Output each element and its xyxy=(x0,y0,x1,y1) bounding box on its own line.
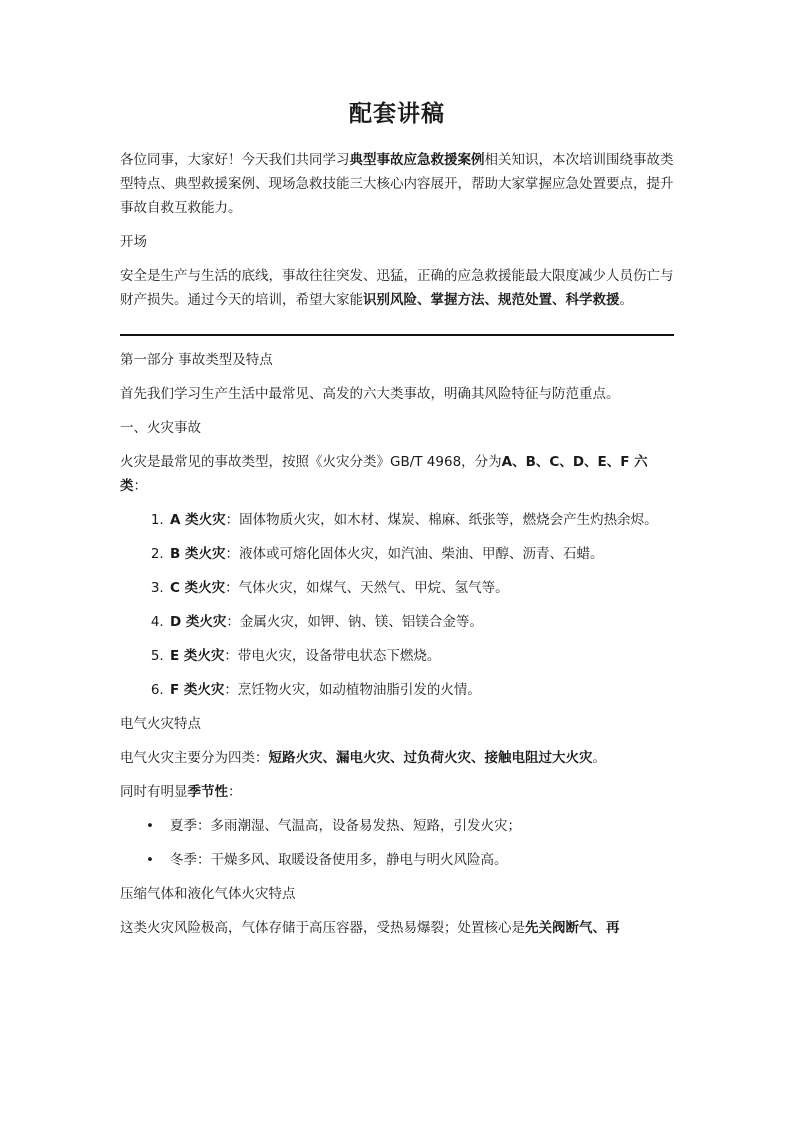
list-item: 2. B 类火灾：液体或可熔化固体火灾，如汽油、柴油、甲醇、沥青、石蜡。 xyxy=(168,542,674,566)
list-item: • 夏季：多雨潮湿、气温高，设备易发热、短路，引发火灾； xyxy=(168,814,674,838)
list-item: • 冬季：干燥多风、取暖设备使用多，静电与明火风险高。 xyxy=(168,848,674,872)
opening-heading: 开场 xyxy=(120,234,147,250)
part1-intro: 首先我们学习生产生活中最常见、高发的六大类事故，明确其风险特征与防范重点。 xyxy=(120,386,620,402)
fire-class-label: D 类火灾 xyxy=(170,614,227,630)
document-page xyxy=(120,95,674,950)
part1-heading: 第一部分 事故类型及特点 xyxy=(120,352,273,368)
fire-class-label: C 类火灾 xyxy=(170,580,226,596)
electrical-heading: 电气火灾特点 xyxy=(120,716,201,732)
electrical-types: 电气火灾主要分为四类：短路火灾、漏电火灾、过负荷火灾、接触电阻过大火灾。 xyxy=(120,750,606,766)
season-list xyxy=(120,814,674,872)
list-item: 3. C 类火灾：气体火灾，如煤气、天然气、甲烷、氢气等。 xyxy=(168,576,674,600)
intro-paragraph: 各位同事，大家好！今天我们共同学习典型事故应急救援案例相关知识，本次培训围绕事故类型特点、典型救援案例、现场急救技能三大核心内容展开，帮助大家掌握应急处置要点，提升事故自救互救能力。 xyxy=(120,152,674,216)
list-item: 6. F 类火灾：烹饪物火灾，如动植物油脂引发的火情。 xyxy=(168,678,674,702)
seasonality-emphasis: 季节性 xyxy=(187,784,228,800)
opening-paragraph: 安全是生产与生活的底线，事故往往突发、迅猛，正确的应急救援能最大限度减少人员伤亡与财产损失。通过今天的培训，希望大家能识别风险、掌握方法、规范处置、科学救援。 xyxy=(120,268,674,308)
fire-class-label: F 类火灾 xyxy=(170,682,225,698)
list-item: 5. E 类火灾：带电火灾，设备带电状态下燃烧。 xyxy=(168,644,674,668)
intro-emphasis: 典型事故应急救援案例 xyxy=(349,152,485,168)
bullet-icon: • xyxy=(146,818,154,834)
gas-emphasis: 先关阀断气、再 xyxy=(525,920,620,936)
fire-classes-emphasis: A、B、C、D、E、F 六类 xyxy=(120,454,648,494)
section-divider xyxy=(120,334,674,336)
list-item: 1. A 类火灾：固体物质火灾，如木材、煤炭、棉麻、纸张等，燃烧会产生灼热余烬。 xyxy=(168,508,674,532)
fire-intro: 火灾是最常见的事故类型，按照《火灾分类》GB/T 4968，分为A、B、C、D、E、F 六类： xyxy=(120,454,648,494)
page-title: 配套讲稿 xyxy=(349,101,445,127)
electrical-types-emphasis: 短路火灾、漏电火灾、过负荷火灾、接触电阻过大火灾 xyxy=(268,750,593,766)
fire-class-label: B 类火灾 xyxy=(170,546,226,562)
bullet-icon: • xyxy=(146,852,154,868)
fire-class-list xyxy=(120,508,674,702)
gas-paragraph: 这类火灾风险极高，气体存储于高压容器，受热易爆裂；处置核心是先关阀断气、再 xyxy=(120,920,620,936)
fire-class-label: A 类火灾 xyxy=(170,512,226,528)
list-item: 4. D 类火灾：金属火灾，如钾、钠、镁、铝镁合金等。 xyxy=(168,610,674,634)
opening-emphasis: 识别风险、掌握方法、规范处置、科学救援 xyxy=(363,292,620,308)
gas-heading: 压缩气体和液化气体火灾特点 xyxy=(120,886,296,902)
fire-class-label: E 类火灾 xyxy=(170,648,225,664)
fire-heading: 一、火灾事故 xyxy=(120,420,201,436)
seasonality-line: 同时有明显季节性： xyxy=(120,784,242,800)
